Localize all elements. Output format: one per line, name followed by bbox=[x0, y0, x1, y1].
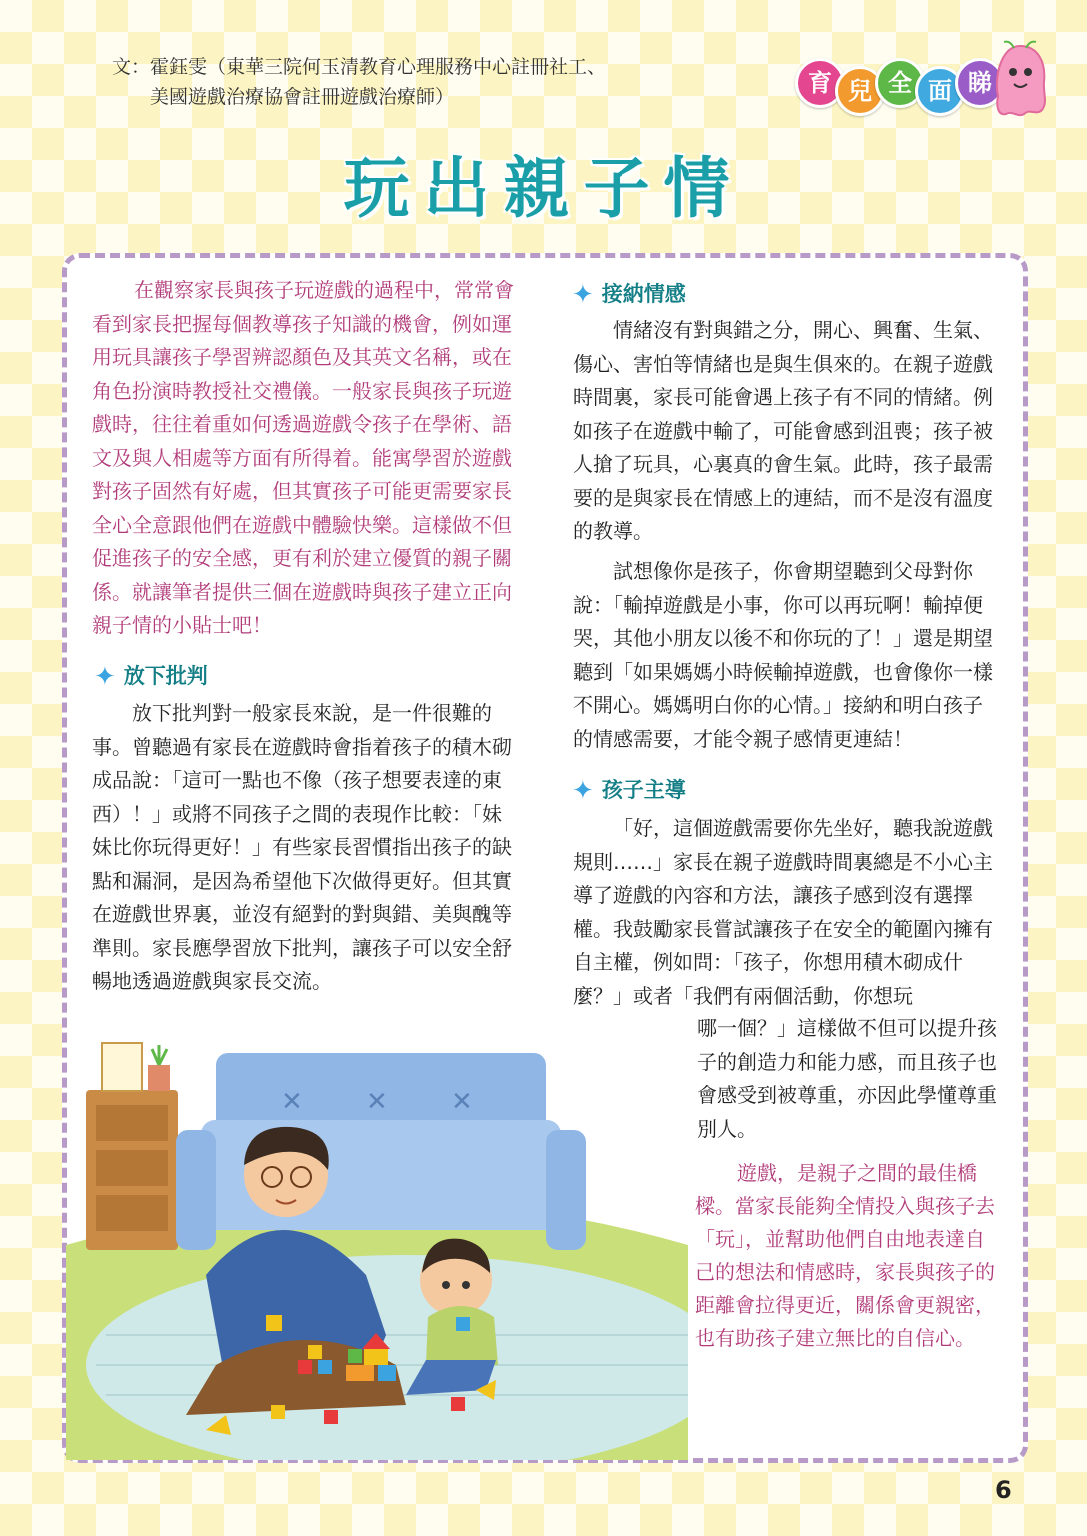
section-2-paragraph-2: 試想像你是孩子，你會期望聽到父母對你說：「輸掉遊戲是小事，你可以再玩啊！輸掉便哭，其他小朋友以後不和你玩的了！」還是期望聽到「如果媽媽小時候輸掉遊戲，也會像你一樣不開心。媽媽明白你的心情。」接納和明白孩子的情感需要，才能令親子感情更連結！ bbox=[573, 559, 993, 751]
star-icon: ✦ bbox=[572, 280, 594, 310]
section-heading-3 bbox=[572, 774, 686, 806]
star-icon: ✦ bbox=[572, 776, 594, 806]
section-3-paragraph-2: 哪一個？」這樣做不但可以提升孩子的創造力和能力感，而且孩子也會感受到被尊重，亦因此學懂尊重別人。 bbox=[697, 1016, 997, 1141]
section-heading-1 bbox=[94, 660, 208, 692]
intro-text bbox=[92, 274, 520, 643]
section-2-body-continued bbox=[573, 555, 1001, 756]
logo-char-1: 育 bbox=[795, 58, 845, 108]
byline-line-2: 美國遊戲治療協會註冊遊戲治療師） bbox=[150, 86, 455, 108]
closing-text bbox=[695, 1157, 995, 1355]
star-icon: ✦ bbox=[94, 662, 116, 692]
svg-text:✕: ✕ bbox=[366, 1087, 388, 1117]
section-2-body bbox=[573, 314, 1001, 549]
article-title: 玩出親子情 bbox=[343, 150, 744, 227]
logo-char-4: 面 bbox=[915, 66, 965, 116]
svg-text:✕: ✕ bbox=[281, 1087, 303, 1117]
section-1-body bbox=[92, 697, 520, 999]
section-2-paragraph-1: 情緒沒有對與錯之分，開心、興奮、生氣、傷心、害怕等情緒也是與生俱來的。在親子遊戲時間裏，家長可能會遇上孩子有不同的情緒。例如孩子在遊戲中輸了，可能會感到沮喪；孩子被人搶了玩具，心裏真的會生氣。此時，孩子最需要的是與家長在情感上的連結，而不是沒有溫度的教導。 bbox=[573, 318, 993, 543]
section-3-paragraph-1: 「好，這個遊戲需要你先坐好，聽我說遊戲規則……」家長在親子遊戲時間裏總是不小心主導了遊戲的內容和方法，讓孩子感到沒有選擇權。我鼓勵家長嘗試讓孩子在安全的範圍內擁有自主權，例如問：「孩子，你想用積木砌成什麼？」或者「我們有兩個活動，你想玩 bbox=[573, 816, 993, 1008]
section-heading-2-label: 接納情感 bbox=[601, 282, 686, 306]
parent-child-illustration bbox=[66, 1035, 688, 1460]
intro-paragraph: 在觀察家長與孩子玩遊戲的過程中，常常會看到家長把握每個教導孩子知識的機會，例如運用玩具讓孩子學習辨認顏色及其英文名稱，或在角色扮演時教授社交禮儀。一般家長與孩子玩遊戲時，往往着重如何透過遊戲令孩子在學術、語文及與人相處等方面有所得着。能寓學習於遊戲對孩子固然有好處，但其實孩子可能更需要家長全心全意跟他們在遊戲中體驗快樂。這樣做不但促進孩子的安全感，更有利於建立優質的親子關係。就讓筆者提供三個在遊戲時與孩子建立正向親子情的小貼士吧！ bbox=[92, 278, 514, 637]
closing-paragraph: 遊戲，是親子之間的最佳橋樑。當家長能夠全情投入與孩子去「玩」，並幫助他們自由地表達自己的想法和情感時，家長與孩子的距離會拉得更近，關係會更親密，也有助孩子建立無比的自信心。 bbox=[695, 1161, 995, 1350]
byline-line-1: 文：霍鈺雯（東華三院何玉清教育心理服務中心註冊社工、 bbox=[112, 56, 607, 78]
section-heading-1-label: 放下批判 bbox=[123, 664, 208, 688]
section-3-body bbox=[573, 812, 1001, 1013]
column-logo bbox=[795, 40, 1055, 130]
mascot-icon bbox=[990, 40, 1050, 120]
byline bbox=[112, 52, 606, 112]
logo-char-3: 全 bbox=[875, 58, 925, 108]
section-heading-2 bbox=[572, 278, 686, 310]
logo-char-2: 兒 bbox=[835, 66, 885, 116]
section-1-paragraph-1: 放下批判對一般家長來說，是一件很難的事。曾聽過有家長在遊戲時會指着孩子的積木砌成品說：「這可一點也不像（孩子想要表達的東西）！」或將不同孩子之間的表現作比較：「妹妹比你玩得更好！」有些家長習慣指出孩子的缺點和漏洞，是因為希望他下次做得更好。但其實在遊戲世界裏，並沒有絕對的對與錯、美與醜等準則。家長應學習放下批判，讓孩子可以安全舒暢地透過遊戲與家長交流。 bbox=[92, 701, 512, 993]
page-number: 6 bbox=[995, 1476, 1012, 1504]
section-heading-3-label: 孩子主導 bbox=[601, 778, 686, 802]
svg-text:✕: ✕ bbox=[451, 1087, 473, 1117]
section-3-body-continued bbox=[697, 1012, 997, 1146]
logo-char-5: 睇 bbox=[955, 58, 1005, 108]
